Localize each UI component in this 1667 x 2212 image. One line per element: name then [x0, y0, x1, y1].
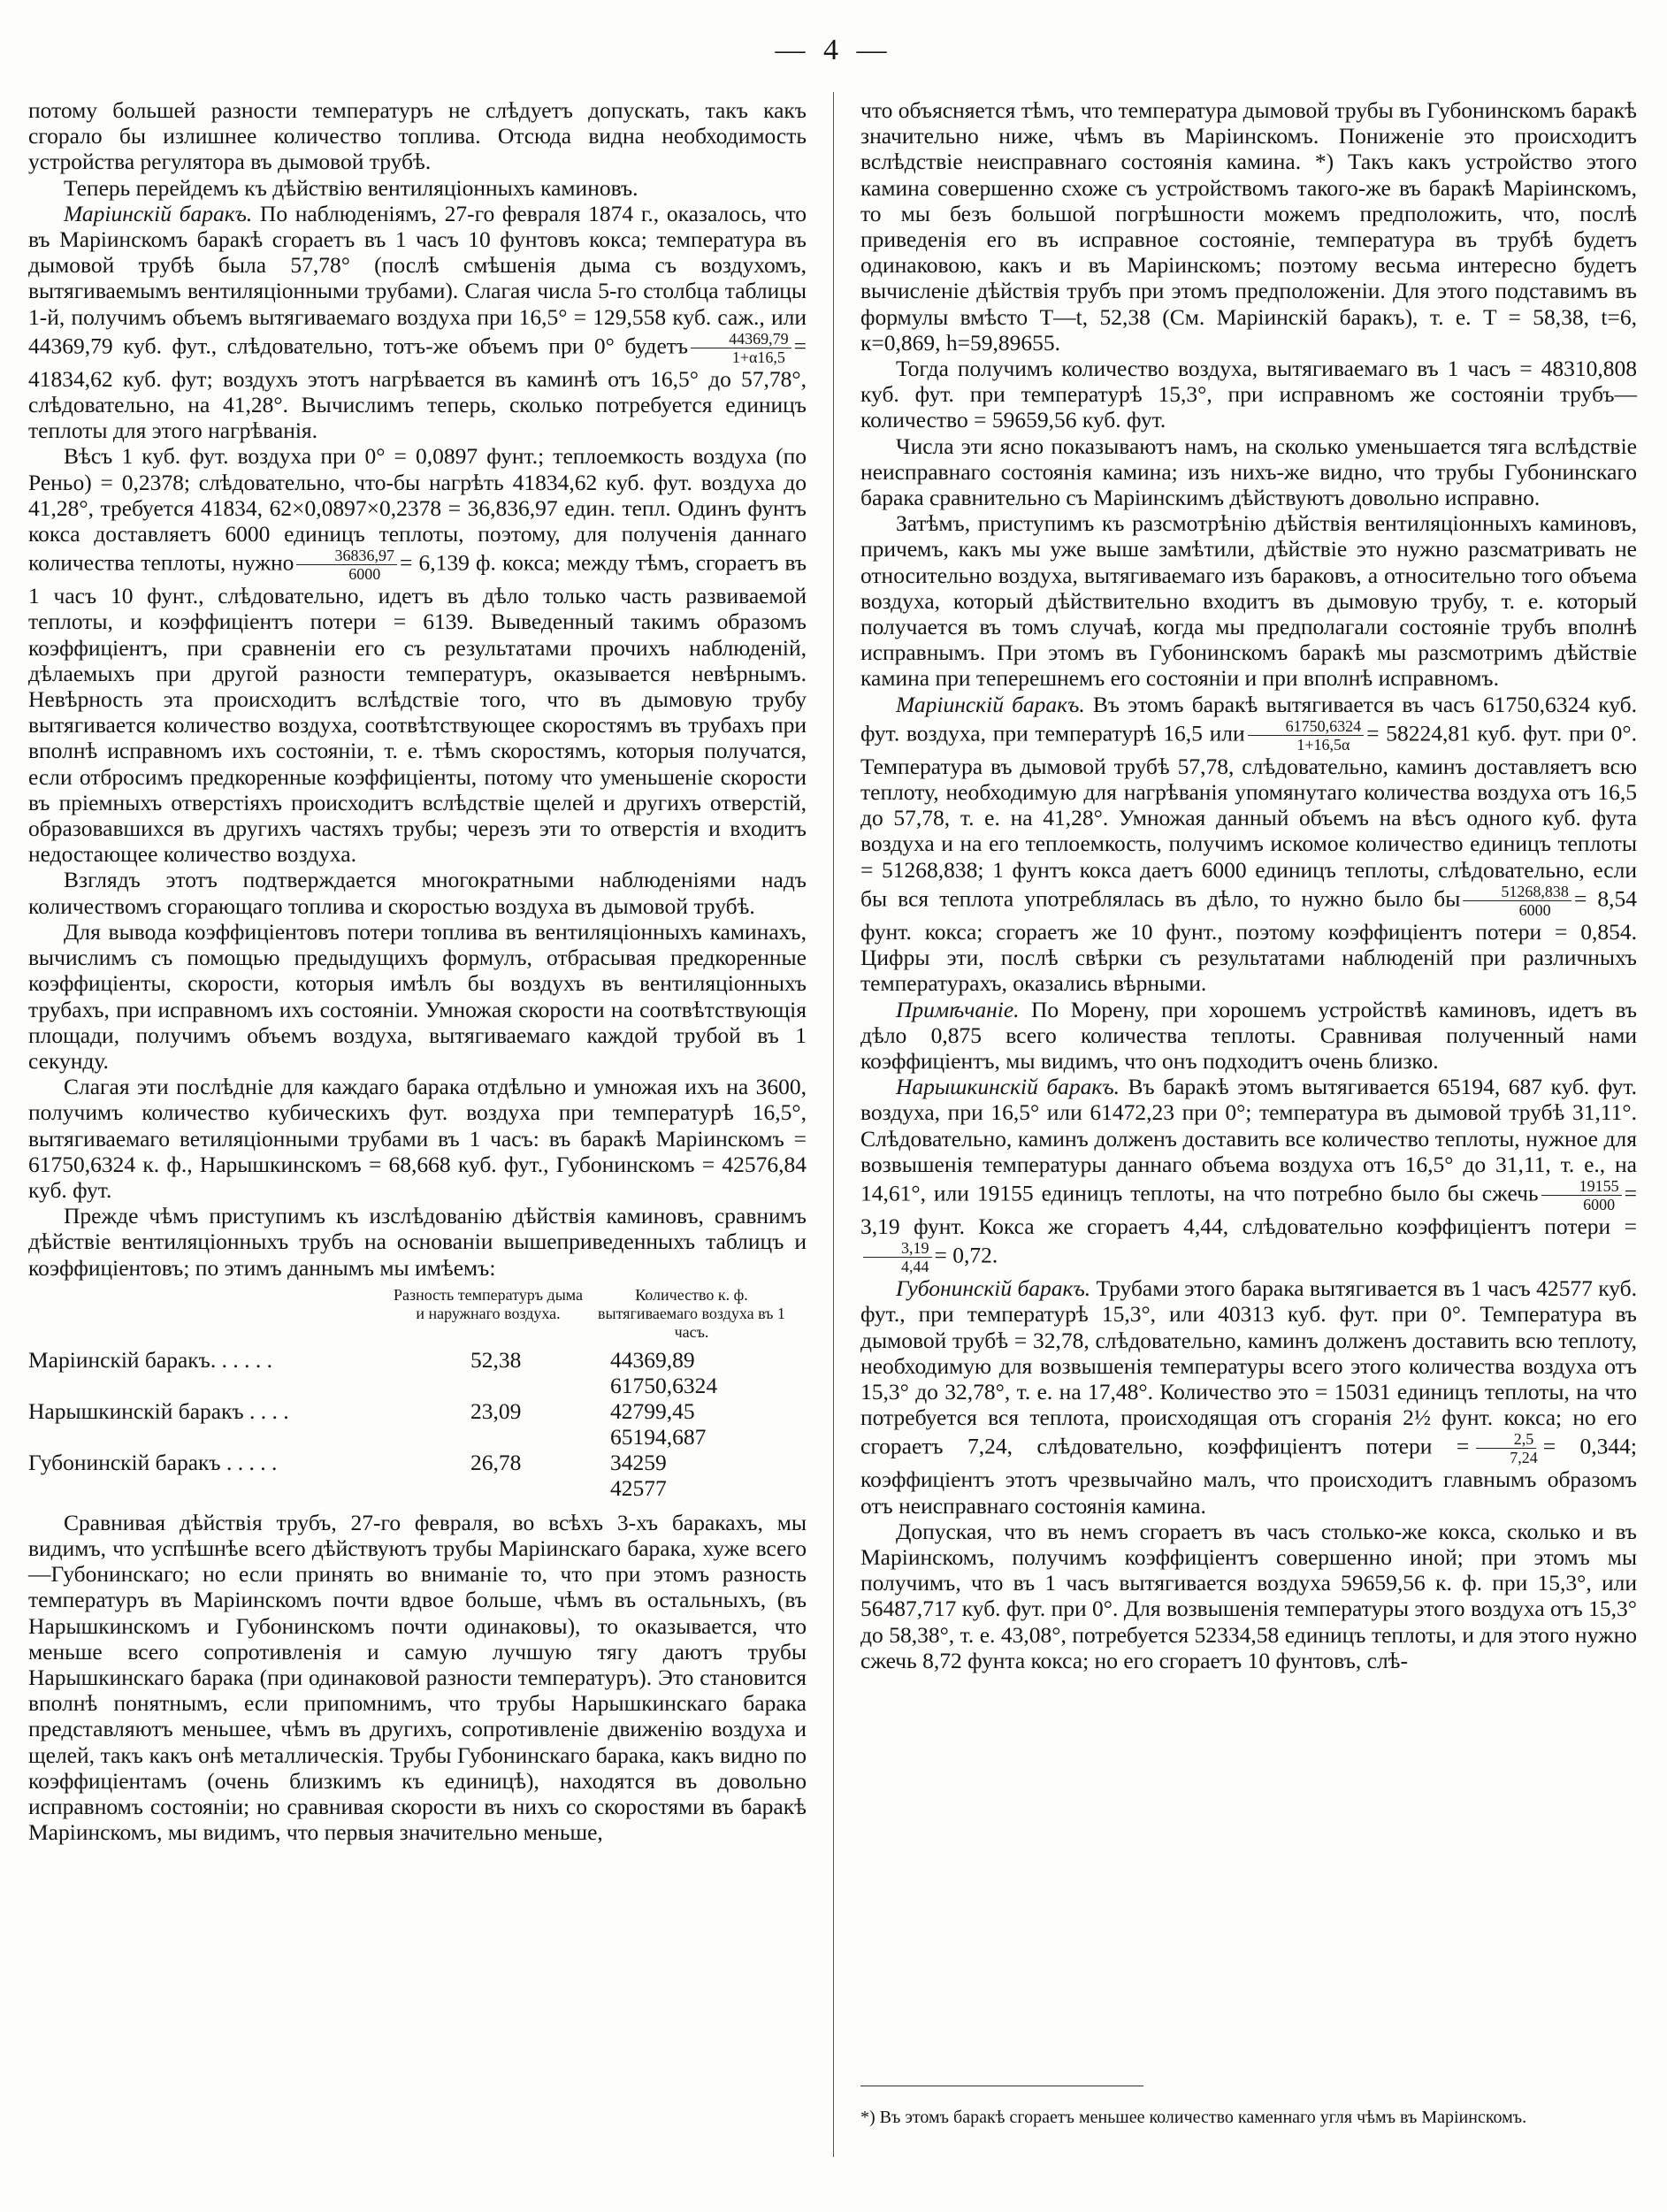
table-row — [28, 1398, 807, 1450]
fraction — [1248, 717, 1365, 754]
quantity-value: 65194,687 — [610, 1423, 707, 1450]
paragraph — [28, 443, 807, 867]
table-cell-barrack: Маріинскій баракъ. . . . . . — [28, 1346, 272, 1373]
fraction-numerator: 51268,838 — [1463, 883, 1571, 901]
quantity-value: 44369,89 — [610, 1346, 695, 1373]
table-row — [28, 1450, 807, 1501]
table-header — [28, 1286, 807, 1342]
section-heading: Нарышкинскій баракъ. — [896, 1074, 1120, 1100]
paragraph-note — [860, 997, 1637, 1075]
section-heading: Губонинскій баракъ. — [896, 1275, 1091, 1302]
quantity-value: 61750,6324 — [610, 1372, 718, 1398]
fraction — [296, 547, 397, 583]
table-header-temperature-difference: Разность температуръ дыма и наружнаго воздуха. — [393, 1285, 584, 1322]
column-divider — [833, 92, 834, 2157]
paragraph-text: = 0,72. — [934, 1242, 998, 1268]
fraction-numerator: 61750,6324 — [1248, 717, 1365, 736]
paragraph: Слагая эти послѣдніе для каждаго барака отдѣльно и умножая ихъ на 3600, получимъ количество кубическихъ фут. воздуха при температурѣ 16,5°, вытягиваемаго ветиляціонными трубами въ 1 часъ: въ баракѣ Маріинскомъ = 61750,6324 к. ф., Нарышкинскомъ = 68,668 куб. фут., Губонинскомъ = 42576,84 куб. фут. — [28, 1074, 807, 1203]
paragraph-text: По Морену, при хорошемъ устройствѣ каминовъ, идетъ въ дѣло 0,875 всего количества теплоты. Сравнивая полученный нами коэффиціентъ, мы видимъ, что онъ подходитъ очень близко. — [860, 996, 1638, 1074]
fraction-denominator: 6000 — [1518, 900, 1551, 919]
table-cell-difference: 26,78 — [470, 1449, 522, 1475]
left-column — [28, 97, 807, 1845]
fraction-denominator: 1+16,5α — [1296, 735, 1350, 754]
paragraph-naryshkinsky — [860, 1074, 1637, 1275]
paragraph-mariinsky — [28, 201, 807, 444]
fraction-numerator: 19155 — [1541, 1177, 1622, 1196]
page-number: — 4 — — [775, 34, 892, 66]
fraction-denominator: 6000 — [1583, 1195, 1616, 1213]
quantity-value: 42799,45 — [610, 1397, 695, 1424]
fraction-numerator: 36836,97 — [296, 547, 397, 565]
paragraph-text: = 8,54 фунт. кокса; сгораетъ же 10 фунт., поэтому коэффиціентъ потери = 0,854. Цифры эти, послѣ свѣрки съ результатами наблюденій при различныхъ температурахъ, оказались вѣрными. — [860, 885, 1637, 997]
fraction — [1541, 1177, 1622, 1213]
paragraph-text: Въ этомъ баракѣ вытягивается въ часъ 61750,6324 куб. фут. воздуха, при температурѣ 16,5 или — [860, 691, 1638, 746]
table-header-blank — [28, 1286, 391, 1342]
paragraph-text: Въ баракѣ этомъ вытягивается 65194, 687 куб. фут. воздуха, при 16,5° или 61472,23 при 0°; температура въ дымовой трубѣ 31,11°. Слѣдовательно, каминъ долженъ доставить все количество теплоты, нужное для возвышенія температуры даннаго объема воздуха отъ 16,5° до 31,11, т. е., на 14,61°, или 19155 единицъ теплоты, на что потребно было бы сжечь — [860, 1074, 1637, 1206]
table-cell-quantity — [585, 1450, 798, 1501]
section-heading: Примѣчаніе. — [896, 996, 1020, 1022]
paragraph-text: = 0,344; коэффиціентъ этотъ чрезвычайно малъ, что происходитъ главнымъ образомъ отъ неисправнаго состоянія камина. — [860, 1433, 1637, 1519]
table-cell-barrack: Нарышкинскій баракъ . . . . — [28, 1397, 289, 1424]
paragraph-text: = 58224,81 куб. фут. при 0°. Температура въ дымовой трубѣ 57,78, слѣдовательно, каминъ доставляетъ всю теплоту, необходимую для нагрѣванія упомянутаго количества воздуха отъ 16,5 до 57,78, т. е. на 41,28°. Умножая данный объемъ на вѣсъ одного куб. фута воздуха и на его теплоемкость, получимъ искомое количество единицъ теплоты = 51268,838; 1 фунтъ кокса даетъ 6000 единицъ теплоты, слѣдовательно, если бы вся теплота употреблялась въ дѣло, то нужно было бы — [860, 720, 1638, 912]
section-heading: Маріинскій баракъ. — [896, 691, 1085, 717]
table-cell-quantity — [585, 1398, 798, 1450]
fraction-numerator: 2,5 — [1476, 1430, 1537, 1449]
fraction-denominator: 6000 — [348, 565, 381, 584]
fraction — [691, 330, 791, 366]
paragraph-text: Трубами этого барака вытягивается въ 1 часъ 42577 куб. фут., при температурѣ 15,3°, или 40313 куб. фут. при 0°. Температура въ дымовой трубѣ = 32,78, слѣдовательно, каминъ долженъ доставить всю теплоту, необходимую для возвышенія температуры всего этого количества воздуха отъ 15,3° до 32,78°, т. е. на 17,48°. Количество это = 15031 единицъ теплоты, на что потребуется вся теплота, происходящая отъ сгоранія 2½ фунт. кокса; но его сгораетъ 7,24, слѣдовательно, коэффиціентъ потери = — [860, 1275, 1638, 1459]
table-cell-difference: 23,09 — [470, 1397, 522, 1424]
fraction — [1472, 1430, 1541, 1466]
table-row — [28, 1347, 807, 1398]
table-cell-barrack: Губонинскій баракъ . . . . . — [28, 1449, 278, 1475]
fraction-denominator: 1+α16,5 — [731, 348, 785, 366]
paragraph: потому большей разности температуръ не слѣдуетъ допускать, такъ какъ сгорало бы излишнее количество топлива. Отсюда видна необходимость устройства регулятора въ дымовой трубѣ. — [28, 97, 807, 175]
fraction-denominator: 7,24 — [1510, 1449, 1538, 1467]
paragraph-text: = 6,139 ф. кокса; между тѣмъ, сгораетъ въ 1 часъ 10 фунт., слѣдовательно, идетъ въ дѣло только часть развиваемой теплоты, и коэффиціентъ потери = 6139. Выведенный такимъ образомъ коэффиціентъ, при сравненіи его съ результатами прочихъ наблюденій, дѣлаемыхъ при другой разности температуръ, оказывается невѣрнымъ. Невѣрность эта происходитъ вслѣдствіе того, что въ дымовую трубу вытягивается количество воздуха, соотвѣтствующее скоростямъ въ трубахъ при вполнѣ исправномъ ихъ состояніи, т. е. тѣмъ скоростямъ, которыя получатся, если отбросимъ предкоренные коэффиціенты, потому что уменьшеніе скорости въ пріемныхъ отверстіяхъ происходитъ вслѣдствіе щелей и другихъ отверстій, образовавшихся въ другихъ частяхъ трубы; черезъ эти то отверстія и входитъ недостающее количество воздуха. — [28, 549, 807, 868]
paragraph: Сравнивая дѣйствія трубъ, 27-го февраля, во всѣхъ 3-хъ баракахъ, мы видимъ, что успѣшнѣе всего дѣйствуютъ трубы Маріинскаго барака, хуже всего—Губонинскаго; но если принять во вниманіе то, что при этомъ разность температуръ въ Маріинскомъ почти вдвое больше, чѣмъ въ остальныхъ, (въ Нарышкинскомъ и Губонинскомъ почти одинаковы), то оказывается, что меньше всего сопротивленія и самую лучшую тягу даютъ трубы Нарышкинскаго барака (при одинаковой разности температуръ). Это становится вполнѣ понятнымъ, если припомнимъ, что трубы Нарышкинскаго барака представляютъ меньшее, чѣмъ въ другихъ, сопротивленіе движенію воздуха и щелей, такъ какъ онѣ металлическія. Трубы Губонинскаго барака, какъ видно по коэффиціентамъ (очень близкимъ къ единицѣ), находятся въ довольно исправномъ состояніи; но сравнивая скорости въ нихъ со скоростями въ баракѣ Маріинскомъ, мы видимъ, что первыя значительно меньше, — [28, 1509, 807, 1846]
paragraph: Взглядъ этотъ подтверждается многократными наблюденіями надъ количествомъ сгорающаго топлива и скоростью воздуха въ дымовой трубѣ. — [28, 867, 807, 919]
fraction-numerator: 3,19 — [863, 1239, 932, 1258]
paragraph: Числа эти ясно показываютъ намъ, на сколько уменьшается тяга вслѣдствіе неисправнаго состоянія камина; изъ нихъ-же видно, что трубы Губонинскаго барака сравнительно съ Маріинскимъ дѣйствуютъ довольно исправно. — [860, 432, 1637, 511]
fraction-denominator: 4,44 — [901, 1258, 929, 1276]
paragraph: Прежде чѣмъ приступимъ къ изслѣдованію дѣйствія каминовъ, сравнимъ дѣйствіе вентиляціонныхъ трубъ на основаніи вышеприведенныхъ таблицъ и коэффиціентовъ; по этимъ даннымъ мы имѣемъ: — [28, 1203, 807, 1281]
fraction — [863, 1239, 932, 1275]
quantity-value: 42577 — [610, 1474, 667, 1501]
paragraph: Допуская, что въ немъ сгораетъ въ часъ столько-же кокса, сколько и въ Маріинскомъ, получимъ коэффиціентъ совершенно иной; при этомъ мы получимъ, что въ 1 часъ вытягивается воздуха 59659,56 к. ф. при 15,3°, или 56487,717 куб. фут. при 0°. Для возвышенія температуры этого воздуха отъ 15,3° до 58,38°, т. е. 43,08°, потребуется 52334,58 единицъ теплоты, и для этого нужно сжечь 8,72 фунта кокса; но его сгораетъ 10 фунтовъ, слѣ- — [860, 1518, 1637, 1673]
section-heading: Маріинскій баракъ. — [64, 200, 253, 226]
paragraph: Тогда получимъ количество воздуха, вытягиваемаго въ 1 часъ = 48310,808 куб. фут. при температурѣ 15,3°, при исправномъ же состояніи трубъ—количество = 59659,56 куб. фут. — [860, 356, 1637, 433]
paragraph: что объясняется тѣмъ, что температура дымовой трубы въ Губонинскомъ баракѣ значительно ниже, чѣмъ въ Маріинскомъ. Пониженіе это происходитъ вслѣдствіе неисправнаго состоянія камина. *) Такъ какъ устройство этого камина совершенно схоже съ устройствомъ такого-же въ баракѣ Маріинскомъ, то мы безъ большой погрѣшности можемъ предположить, что, послѣ приведенія его въ исправное состояніе, температура въ трубѣ будетъ одинаковою, какъ и въ Маріинскомъ; поэтому весьма интересно будетъ вычисленіе дѣйствія трубъ при этомъ предположеніи. Для этого подставимъ въ формулы вмѣсто T—t, 52,38 (См. Маріинскій баракъ), т. е. T = 58,38, t=6, к=0,869, h=59,89655. — [860, 97, 1637, 356]
paragraph-gubonin — [860, 1275, 1637, 1519]
table-header-air-quantity: Количество к. ф. вытягиваемаго воздуха въ 1 часъ. — [598, 1285, 785, 1341]
paragraph: Для вывода коэффиціентовъ потери топлива въ вентиляціонныхъ каминахъ, вычислимъ съ помощью предыдущихъ формулъ, отбрасывая предкоренные коэффиціенты, скорости, которыя имѣлъ бы воздухъ въ вентиляціонныхъ трубахъ, при исправномъ ихъ состояніи. Умножая скорости на соотвѣтствующія площади, получимъ объемъ воздуха, вытягиваемаго каждой трубой въ 1 секунду. — [28, 918, 807, 1074]
paragraph-text: = 41834,62 куб. фут; воздухъ этотъ нагрѣвается въ каминѣ отъ 16,5° до 57,78°, слѣдовательно, на 41,28°. Вычислимъ теперь, сколько потребуется единицъ теплоты для этого нагрѣванія. — [28, 333, 807, 444]
quantity-value: 34259 — [610, 1449, 667, 1475]
fraction — [1463, 883, 1571, 919]
footnote: *) Въ этомъ баракѣ сгораетъ меньшее количество каменнаго угля чѣмъ въ Маріинскомъ. — [860, 2108, 1527, 2127]
paragraph: Затѣмъ, приступимъ къ разсмотрѣнію дѣйствія вентиляціонныхъ каминовъ, причемъ, какъ мы уже выше замѣтили, дѣйствіе это нужно разсматривать не относительно воздуха, вытягиваемаго изъ бараковъ, а относительно того объема воздуха, который дѣйствительно входитъ въ дымовую трубу, т. е. который получается въ томъ случаѣ, когда мы предполагали состояніе трубъ вполнѣ исправнымъ. При этомъ въ Губонинскомъ баракѣ мы разсмотримъ дѣйствіе камина при теперешнемъ его состояніи и при вполнѣ исправномъ. — [860, 510, 1637, 692]
table-cell-quantity — [585, 1347, 798, 1398]
paragraph-text: = 3,19 фунт. Кокса же сгораетъ 4,44, слѣдовательно коэффиціентъ потери = — [860, 1180, 1637, 1239]
paragraph: Теперь перейдемъ къ дѣйствію вентиляціонныхъ каминовъ. — [64, 174, 639, 201]
right-column — [860, 97, 1637, 1673]
comparison-table — [28, 1286, 807, 1501]
table-cell-difference: 52,38 — [470, 1346, 522, 1373]
paragraph-mariinsky — [860, 692, 1637, 997]
paragraph-text: По наблюденіямъ, 27-го февраля 1874 г., оказалось, что въ Маріинскомъ баракѣ сгораетъ въ 1 часъ 10 фунтовъ кокса; температура въ дымовой трубѣ была 57,78° (послѣ смѣшенія дыма съ воздухомъ, вытягиваемымъ вентиляціонными трубами). Слагая числа 5-го столбца таблицы 1-й, получимъ объемъ вытягиваемаго воздуха при 16,5° = 129,558 куб. саж., или 44369,79 куб. фут., слѣдовательно, тотъ-же объемъ при 0° будетъ — [28, 200, 807, 359]
paragraph-text: Вѣсъ 1 куб. фут. воздуха при 0° = 0,0897 фунт.; теплоемкость воздуха (по Реньо) = 0,2378; слѣдовательно, что-бы нагрѣть 41834,62 куб. фут. воздуха до 41,28°, требуется 41834, 62×0,0897×0,2378 = 36,836,97 един. тепл. Одинъ фунтъ кокса доставляетъ 6000 единицъ теплоты, поэтому, для полученія даннаго количества теплоты, нужно — [28, 443, 807, 576]
fraction-numerator: 44369,79 — [691, 330, 791, 348]
